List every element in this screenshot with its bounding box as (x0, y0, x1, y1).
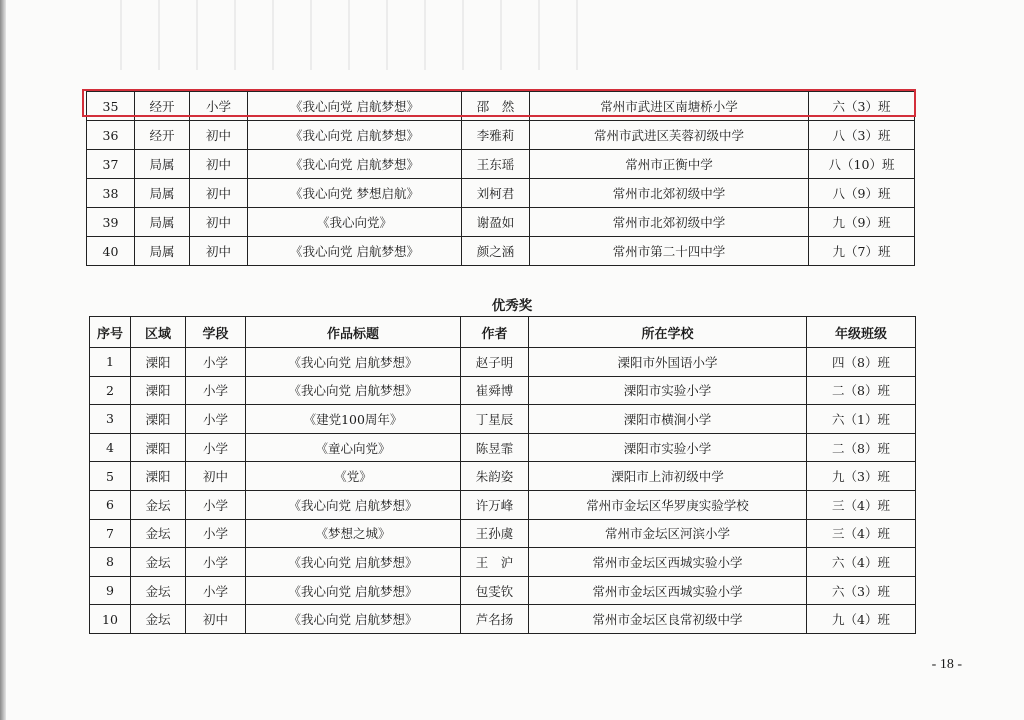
serial-cell: 7 (90, 519, 131, 548)
author-cell: 王东瑶 (462, 150, 530, 179)
author-cell: 丁星辰 (461, 405, 529, 434)
table-row (90, 576, 916, 605)
stage-cell: 小学 (186, 348, 246, 377)
serial-cell: 8 (90, 548, 131, 577)
region-cell: 局属 (135, 237, 190, 266)
table-row (90, 376, 916, 405)
excellence-award-table (89, 316, 916, 634)
serial-cell: 10 (90, 605, 131, 634)
column-header: 序号 (90, 317, 131, 348)
author-cell: 赵子明 (461, 348, 529, 377)
title-cell: 《建党100周年》 (246, 405, 461, 434)
award-table-continued-body (87, 92, 915, 266)
school-cell: 溧阳市上沛初级中学 (529, 462, 807, 491)
serial-cell: 3 (90, 405, 131, 434)
school-cell: 溧阳市实验小学 (529, 433, 807, 462)
serial-cell: 1 (90, 348, 131, 377)
title-cell: 《我心向党》 (248, 208, 462, 237)
serial-cell: 39 (87, 208, 135, 237)
school-cell: 常州市武进区芙蓉初级中学 (530, 121, 809, 150)
table-row (90, 433, 916, 462)
author-cell: 陈昱霏 (461, 433, 529, 462)
stage-cell: 初中 (190, 150, 248, 179)
title-cell: 《我心向党 启航梦想》 (246, 576, 461, 605)
school-cell: 常州市北郊初级中学 (530, 179, 809, 208)
region-cell: 金坛 (131, 605, 186, 634)
author-cell: 芦名扬 (461, 605, 529, 634)
title-cell: 《我心向党 启航梦想》 (246, 376, 461, 405)
author-cell: 李雅莉 (462, 121, 530, 150)
grade-cell: 八（3）班 (809, 121, 915, 150)
section-title: 优秀奖 (491, 298, 533, 314)
stage-cell: 初中 (190, 121, 248, 150)
table-row (90, 348, 916, 377)
region-cell: 金坛 (131, 490, 186, 519)
school-cell: 常州市第二十四中学 (530, 237, 809, 266)
grade-cell: 八（10）班 (809, 150, 915, 179)
stage-cell: 小学 (190, 92, 248, 121)
stage-cell: 小学 (186, 519, 246, 548)
table-row (90, 405, 916, 434)
author-cell: 颜之涵 (462, 237, 530, 266)
school-cell: 常州市金坛区西城实验小学 (529, 576, 807, 605)
grade-cell: 九（7）班 (809, 237, 915, 266)
school-cell: 溧阳市横涧小学 (529, 405, 807, 434)
serial-cell: 2 (90, 376, 131, 405)
table-row (87, 179, 915, 208)
school-cell: 常州市金坛区良常初级中学 (529, 605, 807, 634)
region-cell: 溧阳 (131, 376, 186, 405)
school-cell: 常州市武进区南塘桥小学 (530, 92, 809, 121)
title-cell: 《我心向党 启航梦想》 (248, 92, 462, 121)
school-cell: 常州市金坛区河滨小学 (529, 519, 807, 548)
column-header: 作品标题 (246, 317, 461, 348)
school-cell: 常州市正衡中学 (530, 150, 809, 179)
region-cell: 经开 (135, 121, 190, 150)
author-cell: 许万峰 (461, 490, 529, 519)
column-header: 学段 (186, 317, 246, 348)
column-header: 区域 (131, 317, 186, 348)
stage-cell: 初中 (186, 605, 246, 634)
title-cell: 《我心向党 启航梦想》 (248, 150, 462, 179)
page-edge-shadow (0, 0, 6, 720)
grade-cell: 三（4）班 (807, 519, 916, 548)
grade-cell: 九（4）班 (807, 605, 916, 634)
region-cell: 经开 (135, 92, 190, 121)
column-header: 年级班级 (807, 317, 916, 348)
table-row (87, 150, 915, 179)
stage-cell: 初中 (190, 179, 248, 208)
serial-cell: 40 (87, 237, 135, 266)
title-cell: 《我心向党 梦想启航》 (248, 179, 462, 208)
table-row (90, 462, 916, 491)
school-cell: 常州市金坛区华罗庚实验学校 (529, 490, 807, 519)
author-cell: 包雯钦 (461, 576, 529, 605)
region-cell: 金坛 (131, 548, 186, 577)
title-cell: 《我心向党 启航梦想》 (246, 605, 461, 634)
grade-cell: 六（1）班 (807, 405, 916, 434)
school-cell: 常州市金坛区西城实验小学 (529, 548, 807, 577)
grade-cell: 六（4）班 (807, 548, 916, 577)
grade-cell: 八（9）班 (809, 179, 915, 208)
serial-cell: 5 (90, 462, 131, 491)
page-number: - 18 - (931, 657, 962, 672)
award-table-continued (86, 91, 915, 266)
title-cell: 《我心向党 启航梦想》 (246, 548, 461, 577)
title-cell: 《党》 (246, 462, 461, 491)
serial-cell: 9 (90, 576, 131, 605)
region-cell: 溧阳 (131, 405, 186, 434)
region-cell: 金坛 (131, 519, 186, 548)
title-cell: 《我心向党 启航梦想》 (248, 237, 462, 266)
grade-cell: 三（4）班 (807, 490, 916, 519)
stage-cell: 小学 (186, 376, 246, 405)
serial-cell: 6 (90, 490, 131, 519)
stage-cell: 小学 (186, 405, 246, 434)
table-row (90, 490, 916, 519)
title-cell: 《我心向党 启航梦想》 (246, 348, 461, 377)
stage-cell: 小学 (186, 490, 246, 519)
table-row (87, 208, 915, 237)
serial-cell: 36 (87, 121, 135, 150)
table-row (90, 548, 916, 577)
stage-cell: 初中 (190, 208, 248, 237)
grade-cell: 二（8）班 (807, 433, 916, 462)
title-cell: 《童心向党》 (246, 433, 461, 462)
author-cell: 刘柯君 (462, 179, 530, 208)
serial-cell: 38 (87, 179, 135, 208)
title-cell: 《梦想之城》 (246, 519, 461, 548)
table-row (90, 605, 916, 634)
serial-cell: 35 (87, 92, 135, 121)
school-cell: 常州市北郊初级中学 (530, 208, 809, 237)
region-cell: 溧阳 (131, 348, 186, 377)
table-row (90, 519, 916, 548)
grade-cell: 四（8）班 (807, 348, 916, 377)
column-header: 所在学校 (529, 317, 807, 348)
grade-cell: 六（3）班 (809, 92, 915, 121)
serial-cell: 4 (90, 433, 131, 462)
author-cell: 邵 然 (462, 92, 530, 121)
region-cell: 溧阳 (131, 433, 186, 462)
author-cell: 崔舜博 (461, 376, 529, 405)
region-cell: 局属 (135, 150, 190, 179)
stage-cell: 初中 (190, 237, 248, 266)
region-cell: 溧阳 (131, 462, 186, 491)
column-header: 作者 (461, 317, 529, 348)
stage-cell: 小学 (186, 576, 246, 605)
stage-cell: 初中 (186, 462, 246, 491)
grade-cell: 六（3）班 (807, 576, 916, 605)
author-cell: 朱韵姿 (461, 462, 529, 491)
grade-cell: 九（9）班 (809, 208, 915, 237)
title-cell: 《我心向党 启航梦想》 (246, 490, 461, 519)
author-cell: 王 沪 (461, 548, 529, 577)
table-header-row (90, 317, 916, 348)
school-cell: 溧阳市外国语小学 (529, 348, 807, 377)
stage-cell: 小学 (186, 548, 246, 577)
grade-cell: 二（8）班 (807, 376, 916, 405)
author-cell: 谢盈如 (462, 208, 530, 237)
serial-cell: 37 (87, 150, 135, 179)
grade-cell: 九（3）班 (807, 462, 916, 491)
region-cell: 金坛 (131, 576, 186, 605)
region-cell: 局属 (135, 179, 190, 208)
table-row (87, 92, 915, 121)
school-cell: 溧阳市实验小学 (529, 376, 807, 405)
region-cell: 局属 (135, 208, 190, 237)
title-cell: 《我心向党 启航梦想》 (248, 121, 462, 150)
stage-cell: 小学 (186, 433, 246, 462)
table-row (87, 121, 915, 150)
author-cell: 王孙虞 (461, 519, 529, 548)
excellence-award-table-body (90, 348, 916, 634)
table-row (87, 237, 915, 266)
bleed-through-marks (120, 0, 600, 70)
